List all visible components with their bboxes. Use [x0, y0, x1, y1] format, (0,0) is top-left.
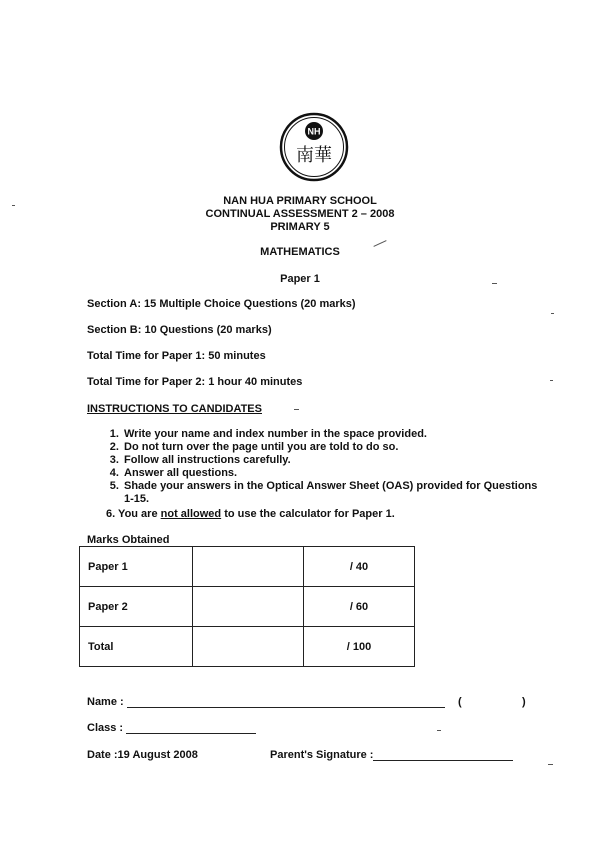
class-row — [87, 722, 256, 734]
section-a-info: Section A: 15 Multiple Choice Questions (20 marks) — [87, 298, 356, 310]
marks-row-total: / 100 — [304, 627, 415, 667]
name-label: Name : — [87, 696, 124, 708]
signature-row — [270, 749, 513, 761]
crest-chinese-name: 南華 — [296, 145, 332, 166]
scan-speck — [492, 283, 497, 284]
school-name: NAN HUA PRIMARY SCHOOL — [223, 195, 377, 207]
instruction-item-6 — [106, 508, 395, 520]
instruction-6-after: to use the calculator for Paper 1. — [221, 508, 395, 520]
scan-speck — [12, 205, 15, 206]
marks-row-total: / 60 — [304, 587, 415, 627]
section-b-info: Section B: 10 Questions (20 marks) — [87, 324, 272, 336]
instruction-6-not-allowed: not allowed — [160, 508, 222, 520]
marks-row-score[interactable] — [193, 587, 304, 627]
table-row — [80, 587, 415, 627]
scan-speck — [551, 313, 554, 314]
paper-title: Paper 1 — [280, 273, 320, 285]
time-paper-1: Total Time for Paper 1: 50 minutes — [87, 350, 266, 362]
crest-monogram: NH — [307, 126, 321, 137]
instruction-item: 4. Answer all questions. — [122, 467, 542, 480]
table-row — [80, 547, 415, 587]
marks-row-score[interactable] — [193, 627, 304, 667]
signature-field[interactable] — [373, 750, 513, 761]
scan-speck — [294, 409, 299, 410]
index-open-paren: ( — [458, 696, 462, 708]
name-row — [87, 696, 445, 708]
scan-speck — [548, 764, 553, 765]
instruction-6-number: 6. — [106, 508, 116, 520]
assessment-title: CONTINUAL ASSESSMENT 2 – 2008 — [205, 208, 395, 220]
time-paper-2: Total Time for Paper 2: 1 hour 40 minutes — [87, 376, 303, 388]
index-close-paren: ) — [522, 696, 526, 708]
instruction-item: 1. Write your name and index number in the space provided. — [122, 428, 542, 441]
instruction-item: 3. Follow all instructions carefully. — [122, 454, 542, 467]
marks-row-label: Paper 1 — [80, 547, 193, 587]
marks-row-score[interactable] — [193, 547, 304, 587]
date-label: Date :19 August 2008 — [87, 749, 198, 761]
level: PRIMARY 5 — [270, 221, 330, 233]
scan-speck — [437, 730, 441, 731]
table-row — [80, 627, 415, 667]
instructions-heading: INSTRUCTIONS TO CANDIDATES — [87, 403, 262, 415]
marks-heading: Marks Obtained — [87, 534, 170, 546]
marks-table — [79, 546, 415, 667]
instruction-item: 2. Do not turn over the page until you are told to do so. — [122, 441, 542, 454]
name-field[interactable] — [127, 697, 445, 708]
marks-row-label: Paper 2 — [80, 587, 193, 627]
index-number-field[interactable] — [468, 696, 518, 709]
school-crest-logo — [279, 112, 349, 182]
class-label: Class : — [87, 722, 124, 734]
scan-speck — [550, 380, 553, 381]
marks-row-total: / 40 — [304, 547, 415, 587]
instruction-6-before: You are — [118, 508, 161, 520]
instruction-item: 5. Shade your answers in the Optical Answer Sheet (OAS) provided for Questions 1-15. — [122, 480, 542, 506]
instructions-list — [104, 428, 542, 506]
marks-row-label: Total — [80, 627, 193, 667]
class-field[interactable] — [126, 723, 256, 734]
subject: MATHEMATICS — [260, 246, 340, 258]
signature-label: Parent's Signature : — [270, 749, 374, 761]
